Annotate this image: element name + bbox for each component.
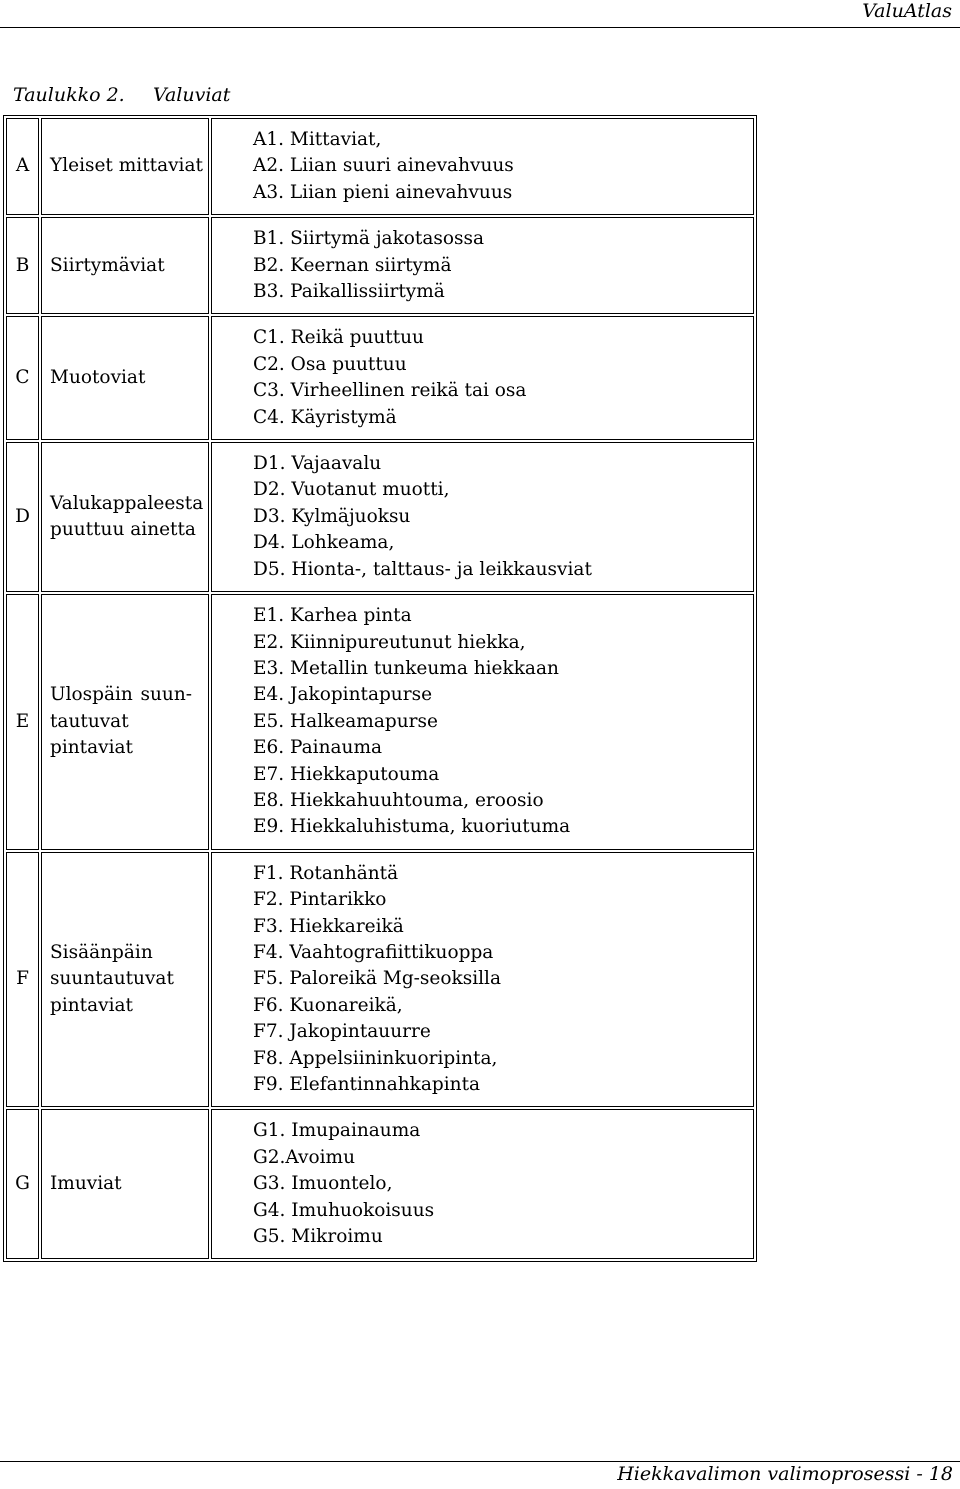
defect-items-list (253, 325, 753, 431)
defect-class-letter: A (6, 118, 39, 215)
defect-item: A3. Liian pieni ainevahvuus (253, 181, 513, 203)
defect-items-cell (211, 118, 754, 215)
defect-group-line: pintaviat (50, 994, 133, 1016)
defect-item: C1. Reikä puuttuu (253, 327, 424, 349)
defect-items-cell (211, 316, 754, 440)
defect-item: G5. Mikroimu (253, 1226, 383, 1248)
defect-items-cell (211, 1109, 754, 1259)
defect-group-line: Sisäänpäin (50, 941, 153, 963)
defect-item: C4. Käyristymä (253, 406, 397, 428)
defect-items-list (253, 226, 753, 305)
defect-item: E6. Painauma (253, 737, 383, 759)
defect-item: B2. Keernan siirtymä (253, 254, 452, 276)
document-header-title: ValuAtlas (862, 0, 952, 22)
defect-items-cell (211, 217, 754, 314)
defect-group-word: suun- (140, 684, 192, 706)
defect-item: F5. Paloreikä Mg-seoksilla (253, 968, 501, 990)
defect-item: G2.Avoimu (253, 1146, 356, 1168)
defect-item: E5. Halkeamapurse (253, 710, 438, 732)
defect-item: G3. Imuontelo, (253, 1173, 393, 1195)
defect-item: A1. Mittaviat, (253, 129, 382, 150)
defect-group-line: Valukappaleesta (50, 492, 204, 514)
table-caption-label: Taulukko 2. (13, 84, 125, 106)
table-row (6, 852, 754, 1108)
header-rule (0, 27, 960, 28)
defect-item: G1. Imupainauma (253, 1120, 421, 1142)
defect-items-list (253, 451, 753, 583)
defect-group-name (41, 316, 209, 440)
defect-group-line: pintaviat (50, 737, 133, 759)
defect-class-letter: B (6, 217, 39, 314)
defect-item: D5. Hionta-, talttaus- ja leikkausviat (253, 558, 592, 580)
defect-group-line: tautuvat (50, 710, 129, 732)
defect-item: C2. Osa puuttuu (253, 353, 407, 375)
table-row (6, 118, 754, 215)
defect-class-letter: F (6, 852, 39, 1108)
defect-group-line: puuttuu ainetta (50, 519, 196, 541)
defect-item: E9. Hiekkaluhistuma, kuoriutuma (253, 816, 571, 838)
defect-group-name (41, 118, 209, 215)
defect-item: B1. Siirtymä jakotasossa (253, 228, 485, 250)
defect-item: F3. Hiekkareikä (253, 915, 404, 937)
defect-items-list (253, 1118, 753, 1250)
defect-item: D3. Kylmäjuoksu (253, 505, 411, 527)
table-caption-title: Valuviat (153, 84, 231, 106)
defect-group-line (50, 682, 192, 708)
defect-group-name (41, 442, 209, 592)
table-row (6, 217, 754, 314)
defect-item: E7. Hiekkaputouma (253, 763, 440, 785)
defect-group-name (41, 594, 209, 850)
defect-group-line: Siirtymäviat (50, 254, 165, 276)
defect-item: F1. Rotanhäntä (253, 862, 399, 884)
defect-class-letter: D (6, 442, 39, 592)
defect-item: G4. Imuhuokoisuus (253, 1199, 435, 1221)
defect-item: F2. Pintarikko (253, 889, 387, 911)
defect-items-list (253, 861, 753, 1099)
defect-items-cell (211, 852, 754, 1108)
defect-item: E4. Jakopintapurse (253, 684, 433, 706)
defect-class-letter: G (6, 1109, 39, 1259)
defect-items-cell (211, 442, 754, 592)
table-caption (13, 84, 231, 106)
table-row (6, 442, 754, 592)
table-row (6, 594, 754, 850)
defect-item: D1. Vajaavalu (253, 453, 382, 475)
defect-item: C3. Virheellinen reikä tai osa (253, 380, 527, 402)
defects-table (3, 115, 757, 1262)
table-row (6, 1109, 754, 1259)
defect-item: E1. Karhea pinta (253, 605, 412, 627)
defect-item: D4. Lohkeama, (253, 532, 395, 554)
table-row (6, 316, 754, 440)
defect-group-line: Imuviat (50, 1173, 122, 1195)
defect-group-line: Muotoviat (50, 367, 146, 389)
defect-item: E2. Kiinnipureutunut hiekka, (253, 631, 526, 653)
defect-item: F7. Jakopintauurre (253, 1021, 431, 1043)
defect-item: E8. Hiekkahuuhtouma, eroosio (253, 789, 544, 811)
defect-items-list (253, 603, 753, 841)
defect-group-line: Yleiset mittaviat (50, 155, 203, 177)
defect-group-name (41, 852, 209, 1108)
defect-group-line: suuntautuvat (50, 968, 174, 990)
defect-group-name (41, 1109, 209, 1259)
defect-item: B3. Paikallissiirtymä (253, 281, 445, 303)
defect-item: F9. Elefantinnahkapinta (253, 1074, 481, 1095)
footer-rule (0, 1461, 960, 1462)
defect-group-name (41, 217, 209, 314)
page-footer: Hiekkavalimon valimoprosessi - 18 (617, 1463, 953, 1485)
defect-items-list (253, 127, 753, 206)
defect-group-word: Ulospäin (50, 684, 133, 706)
defect-item: A2. Liian suuri ainevahvuus (253, 155, 514, 177)
defects-table-body (6, 118, 754, 1259)
defect-item: F6. Kuonareikä, (253, 994, 403, 1016)
defect-items-cell (211, 594, 754, 850)
defect-class-letter: E (6, 594, 39, 850)
defect-class-letter: C (6, 316, 39, 440)
defect-item: F8. Appelsiininkuoripinta, (253, 1047, 498, 1069)
defect-item: D2. Vuotanut muotti, (253, 479, 450, 501)
defect-item: E3. Metallin tunkeuma hiekkaan (253, 657, 559, 679)
defect-item: F4. Vaahtografiittikuoppa (253, 941, 494, 963)
